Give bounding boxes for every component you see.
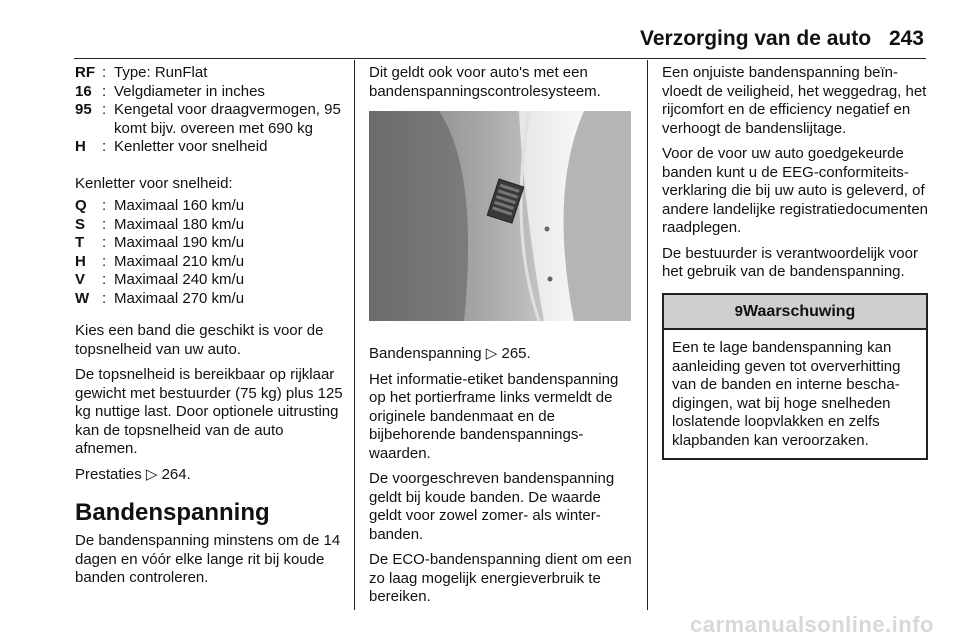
paragraph: De voorgeschreven bandenspanning geldt bij koude banden. De waarde geldt voor zowel zomer- als winterbanden. (369, 470, 615, 543)
def-sep: : (102, 252, 107, 270)
def-row (75, 271, 343, 290)
def-value: Maximaal 210 km/u (114, 252, 245, 270)
def-key: H (75, 252, 86, 270)
def-sep: : (102, 197, 107, 214)
def-row (75, 290, 343, 309)
def-row (75, 83, 343, 102)
speed-intro: Kenletter voor snelheid: (75, 174, 233, 192)
def-key: H (75, 138, 86, 155)
column-middle (369, 64, 633, 614)
def-key: W (75, 289, 90, 307)
def-key: S (75, 215, 86, 233)
warning-header (664, 295, 926, 331)
section-heading: Bandenspanning (75, 499, 270, 526)
tyre-code-definitions (75, 64, 343, 157)
page-number: 243 (888, 27, 924, 50)
def-value: Maximaal 180 km/u (114, 215, 245, 233)
def-row (75, 64, 343, 83)
def-sep: : (102, 271, 107, 288)
speed-definitions (75, 197, 343, 308)
paragraph: De bandenspanning minstens om de 14 dagen en vóór elke lange rit bij koude banden controleren. (75, 532, 341, 586)
def-sep: : (102, 215, 107, 233)
warning-title: Waarschuwing (743, 302, 856, 320)
def-sep: : (102, 82, 107, 100)
def-key: T (75, 234, 85, 251)
paragraph-xref: Prestaties ▷ 264. (75, 465, 191, 483)
def-sep: : (102, 289, 107, 307)
warning-triangle-icon: 9 (734, 302, 744, 320)
warning-text: Een te lage bandenspanning kan aanleiding geven tot oververhitting van de banden en interne beschadigingen, wat bij hoge snelheden loslatende loopvlakken en zelfs klapbanden kan veroorzaken. (672, 339, 901, 449)
page-header-title: Verzorging van de auto (640, 27, 872, 50)
def-value: Maximaal 270 km/u (114, 289, 245, 307)
door-frame-label-photo (369, 111, 631, 321)
paragraph: Dit geldt ook voor auto's met een bandenspanningscontrolesysteem. (369, 64, 601, 100)
paragraph: De bestuurder is verantwoordelijk voor het gebruik van de bandenspanning. (662, 244, 918, 280)
def-row (75, 253, 343, 272)
def-sep: : (102, 101, 107, 118)
def-sep: : (102, 138, 107, 155)
def-value: Maximaal 190 km/u (114, 234, 245, 251)
def-row (75, 216, 343, 235)
def-row (75, 101, 343, 138)
watermark: carmanualsonline.info (690, 612, 934, 637)
def-row (75, 234, 343, 253)
def-value: Maximaal 160 km/u (114, 197, 245, 214)
warning-box (662, 293, 928, 461)
column-divider-1 (354, 60, 355, 610)
column-left (75, 64, 343, 595)
paragraph-xref: Bandenspanning ▷ 265. (369, 345, 531, 362)
paragraph: De ECO-bandenspanning dient om een zo laag mogelijk energieverbruik te bereiken. (369, 551, 632, 605)
def-key: 16 (75, 82, 92, 100)
def-key: 95 (75, 101, 92, 118)
def-key: RF (75, 64, 95, 81)
def-sep: : (102, 234, 107, 251)
paragraph: Voor de voor uw auto goedgekeurde banden kunt u de EEG-conformiteitsverklaring die bij uw auto is geleverd, of andere landelijke registratiedocumenten raadplegen. (662, 145, 929, 236)
def-value: Kenletter voor snelheid (114, 138, 268, 155)
def-value: Velgdiameter in inches (114, 82, 265, 100)
def-sep: : (102, 64, 107, 81)
paragraph: Het informatie-etiket bandenspanning op het portierframe links vermeldt de originele bandenmaat en de bijbehorende bandenspanningswaarden. (369, 370, 619, 462)
column-divider-2 (647, 60, 648, 610)
def-key: Q (75, 197, 87, 214)
column-right (662, 64, 928, 460)
paragraph: Een onjuiste bandenspanning beïnvloedt de veiligheid, het weggedrag, het rijcomfort en de efficiency negatief en verhoogt de bandenslijtage. (662, 64, 927, 137)
def-value: Kengetal voor draagvermogen, 95 komt bijv. overeen met 690 kg (114, 101, 341, 137)
def-key: V (75, 271, 86, 288)
paragraph: De topsnelheid is bereikbaar op rijklaar gewicht met bestuurder (75 kg) plus 125 kg nuttige last. Door optionele uitrusting kan de topsnelheid van de auto afnemen. (75, 366, 343, 457)
def-value: Type: RunFlat (114, 64, 208, 81)
header-rule (74, 58, 926, 59)
def-row (75, 197, 343, 216)
def-value: Maximaal 240 km/u (114, 271, 245, 288)
def-row (75, 138, 343, 157)
paragraph: Kies een band die geschikt is voor de topsnelheid van uw auto. (75, 322, 324, 358)
